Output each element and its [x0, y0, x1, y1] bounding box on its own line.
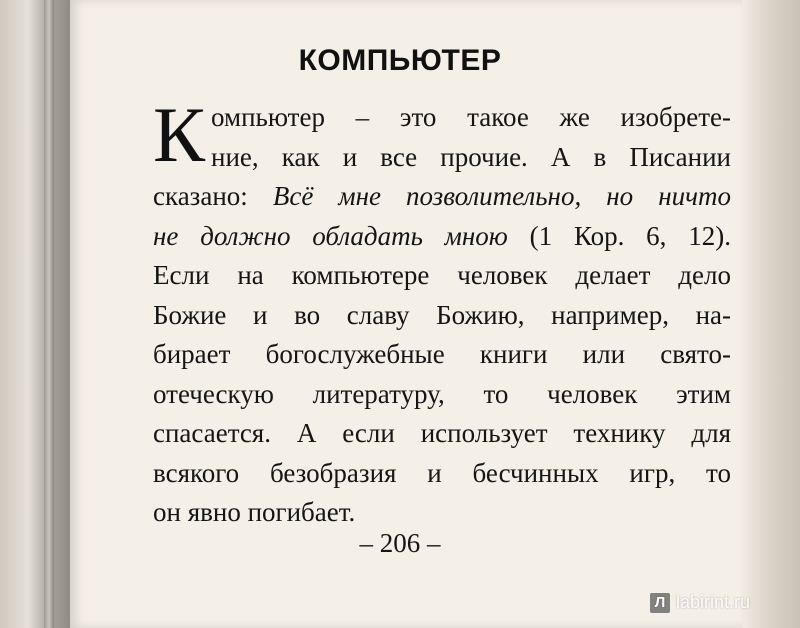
text-line-2: ние, как и все прочие. А в Писании — [211, 141, 731, 172]
text-plain: сказано: — [153, 181, 273, 211]
labirint-logo-icon: Л — [650, 593, 670, 613]
text-line-9: спасается. А если использует технику для — [153, 418, 731, 448]
quote-italic: не должно обладать мною — [153, 220, 508, 251]
page-heading: КОМПЬЮТЕР — [298, 44, 502, 77]
page-number: – 206 – — [359, 528, 441, 558]
text-line-7: бирает богослужебные книги или свято- — [153, 339, 731, 369]
text-line-8: отеческую литературу, то человек этим — [153, 378, 731, 409]
text-line-1: омпьютер – это такое же изобрете- — [211, 102, 731, 132]
text-line-6: Божие и во славу Божию, например, на- — [153, 299, 731, 330]
quote-italic: Всё мне позволительно, но ничто — [272, 181, 731, 211]
text-line-11: он явно погибает. — [153, 497, 356, 527]
text-line-10: всякого безобразия и бесчинных игр, то — [153, 457, 731, 488]
body-text — [153, 91, 731, 533]
scripture-reference: (1 Кор. 6, 12). — [507, 220, 731, 251]
watermark — [650, 592, 750, 613]
drop-cap: К — [153, 91, 206, 178]
text-line-3 — [153, 177, 731, 217]
text-line-4 — [153, 217, 731, 257]
watermark-text: labirint.ru — [676, 592, 751, 612]
text-line-5: Если на компьютере человек делает дело — [153, 260, 731, 290]
